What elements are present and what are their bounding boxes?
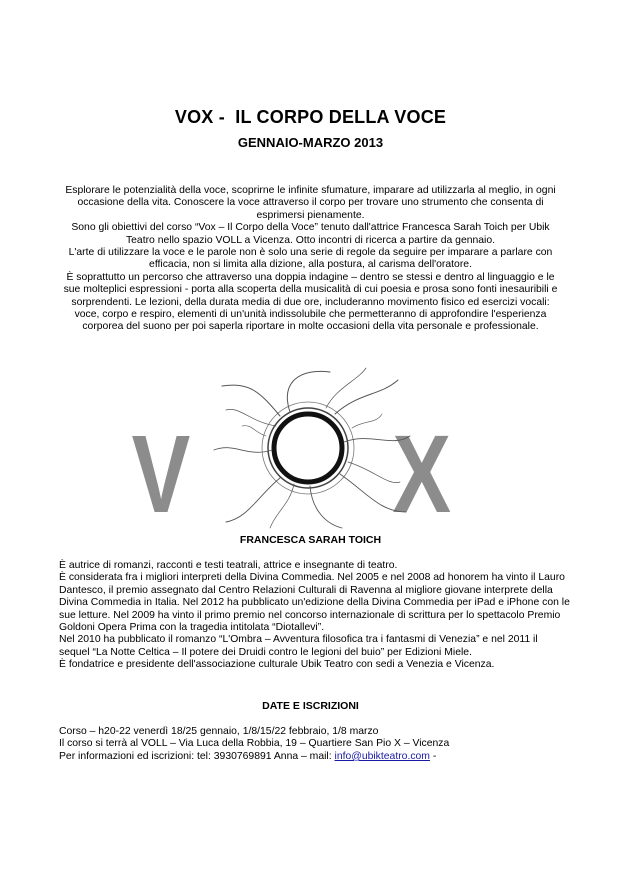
dates-text — [59, 726, 571, 763]
page-subtitle: GENNAIO-MARZO 2013 — [237, 135, 384, 150]
contact-suffix: - — [429, 750, 437, 762]
bio-paragraph: Nel 2010 ha pubblicato il romanzo “L'Ombra – Avventura filosofica tra i fantasmi di Venezia” e nel 2011 il sequel “La Notte Celtica – Il potere dei Druidi contro le legioni del buio” per Edizioni Miele. — [59, 634, 538, 658]
ink-swirl-icon — [214, 368, 410, 528]
vox-logo-letter-v: V — [131, 413, 191, 530]
contact-prefix: Per informazioni ed iscrizioni: tel: 3930769891 Anna – mail: — [59, 750, 335, 762]
email-link[interactable]: info@ubikteatro.com — [334, 750, 430, 762]
location-line: Il corso si terrà al VOLL – Via Luca della Robbia, 19 – Quartiere San Pio X – Vicenza — [59, 738, 450, 750]
vox-logo-letter-x: X — [392, 413, 452, 530]
intro-paragraph: È soprattutto un percorso che attraverso una doppia indagine – dentro se stessi e dentro al linguaggio e le sue molteplici espressioni - porta alla scoperta della musicalità di cui poesia e prosa sono fonti inesauribili e sorprendenti. Le lezioni, della durata media di due ore, includeranno movimento fisico ed esercizi vocali: voce, corpo e respiro, elementi di un'unità indissolubile che permetteranno di approfondire l'esperienza corporea del suono per poi saperla riportare in molte occasioni della vita personale e professionale. — [63, 271, 558, 333]
intro-paragraph: Esplorare le potenzialità della voce, scoprirne le infinite sfumature, imparare ad utilizzarla al meglio, in ogni occasione della vita. Conoscere la voce attraverso il corpo per trovare uno strumento che consenta di esprimersi pienamente. — [65, 185, 556, 221]
schedule-line: Corso – h20-22 venerdì 18/25 gennaio, 1/8/15/22 febbraio, 1/8 marzo — [59, 726, 379, 737]
bio-paragraph: È fondatrice e presidente dell'associazione culturale Ubik Teatro con sedi a Venezia e Vicenza. — [59, 659, 495, 671]
page-title: VOX - IL CORPO DELLA VOCE — [174, 107, 447, 127]
bio-text — [59, 560, 571, 672]
dates-heading: DATE E ISCRIZIONI — [262, 700, 359, 712]
intro-paragraph: L'arte di utilizzare la voce e le parole non è solo una serie di regole da seguire per imparare a parlare con efficacia, non si limita alla dizione, alla postura, al carisma dell'oratore. — [68, 247, 553, 271]
intro-text — [58, 185, 563, 334]
vox-logo — [130, 362, 490, 530]
bio-heading: FRANCESCA SARAH TOICH — [239, 534, 382, 546]
contact-line — [59, 751, 571, 763]
bio-paragraph: È autrice di romanzi, racconti e testi teatrali, attrice e insegnante di teatro. — [59, 560, 398, 571]
intro-paragraph: Sono gli obiettivi del corso “Vox – Il Corpo della Voce” tenuto dall'attrice Francesca Sarah Toich per Ubik Teatro nello spazio VOLL a Vicenza. Otto incontri di ricerca a partire da gennaio. — [71, 222, 550, 246]
bio-paragraph: È considerata fra i migliori interpreti della Divina Commedia. Nel 2005 e nel 2008 ad honorem ha vinto il Lauro Dantesco, il premio assegnato dal Centro Relazioni Culturali di Ravenna al migliore giovane interprete della Divina Commedia in Italia. Nel 2012 ha pubblicato un'edizione della Divina Commedia per iPad e iPhone con le sue letture. Nel 2009 ha vinto il primo premio nel concorso internazionale di scrittura per lo spettacolo Premio Goldoni Opera Prima con la tragedia intitolata “Diotallevi”. — [59, 572, 570, 634]
